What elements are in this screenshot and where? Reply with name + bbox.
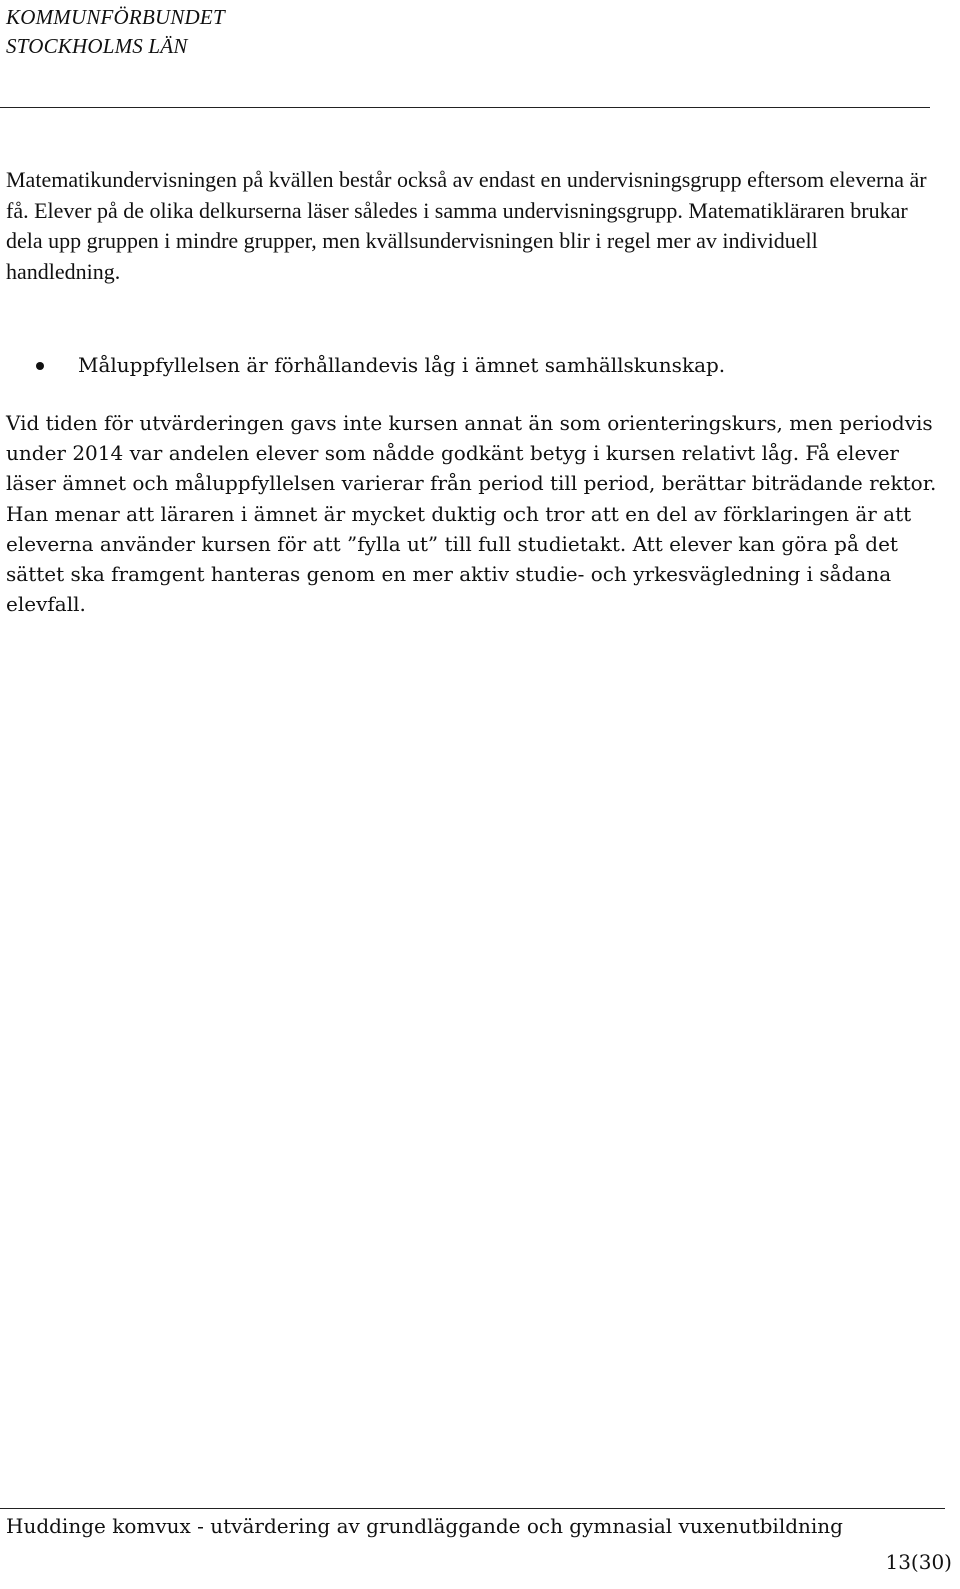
bullet-item-text: Måluppfyllelsen är förhållandevis låg i ämnet samhällskunskap.: [78, 353, 726, 377]
header-org-line-1: KOMMUNFÖRBUNDET: [6, 5, 225, 29]
header-org-line-2: STOCKHOLMS LÄN: [6, 34, 188, 58]
bullet-dot-icon: [36, 362, 44, 370]
body-paragraph-2: Vid tiden för utvärderingen gavs inte kursen annat än som orienteringskurs, men periodvis under 2014 var andelen elever som nådde godkänt betyg i kursen relativt låg. Få elever läser ämnet och måluppfyllelsen varierar från period till period, berättar biträdande rektor. Han menar att läraren i ämnet är mycket duktig och tror att en del av förklaringen är att eleverna använder kursen för att ”fylla ut” till full studietakt. Att elever kan göra på det sättet ska framgent hanteras genom en mer aktiv studie- och yrkesvägledning i sådana elevfall.: [6, 411, 937, 617]
body-paragraph-1: Matematikundervisningen på kvällen består också av endast en undervisningsgrupp eftersom eleverna är få. Elever på de olika delkurserna läser således i samma undervisningsgrupp. Matematikläraren brukar dela upp gruppen i mindre grupper, men kvällsundervisningen blir i regel mer av individuell handledning.: [6, 167, 927, 284]
header-divider: [0, 107, 930, 108]
footer-document-title: Huddinge komvux - utvärdering av grundläggande och gymnasial vuxenutbildning: [6, 1514, 843, 1538]
footer-divider: [0, 1508, 945, 1509]
page-header: [6, 3, 225, 61]
bullet-list: [0, 350, 940, 380]
bullet-item: [0, 350, 940, 380]
page-number: 13(30): [885, 1550, 952, 1574]
